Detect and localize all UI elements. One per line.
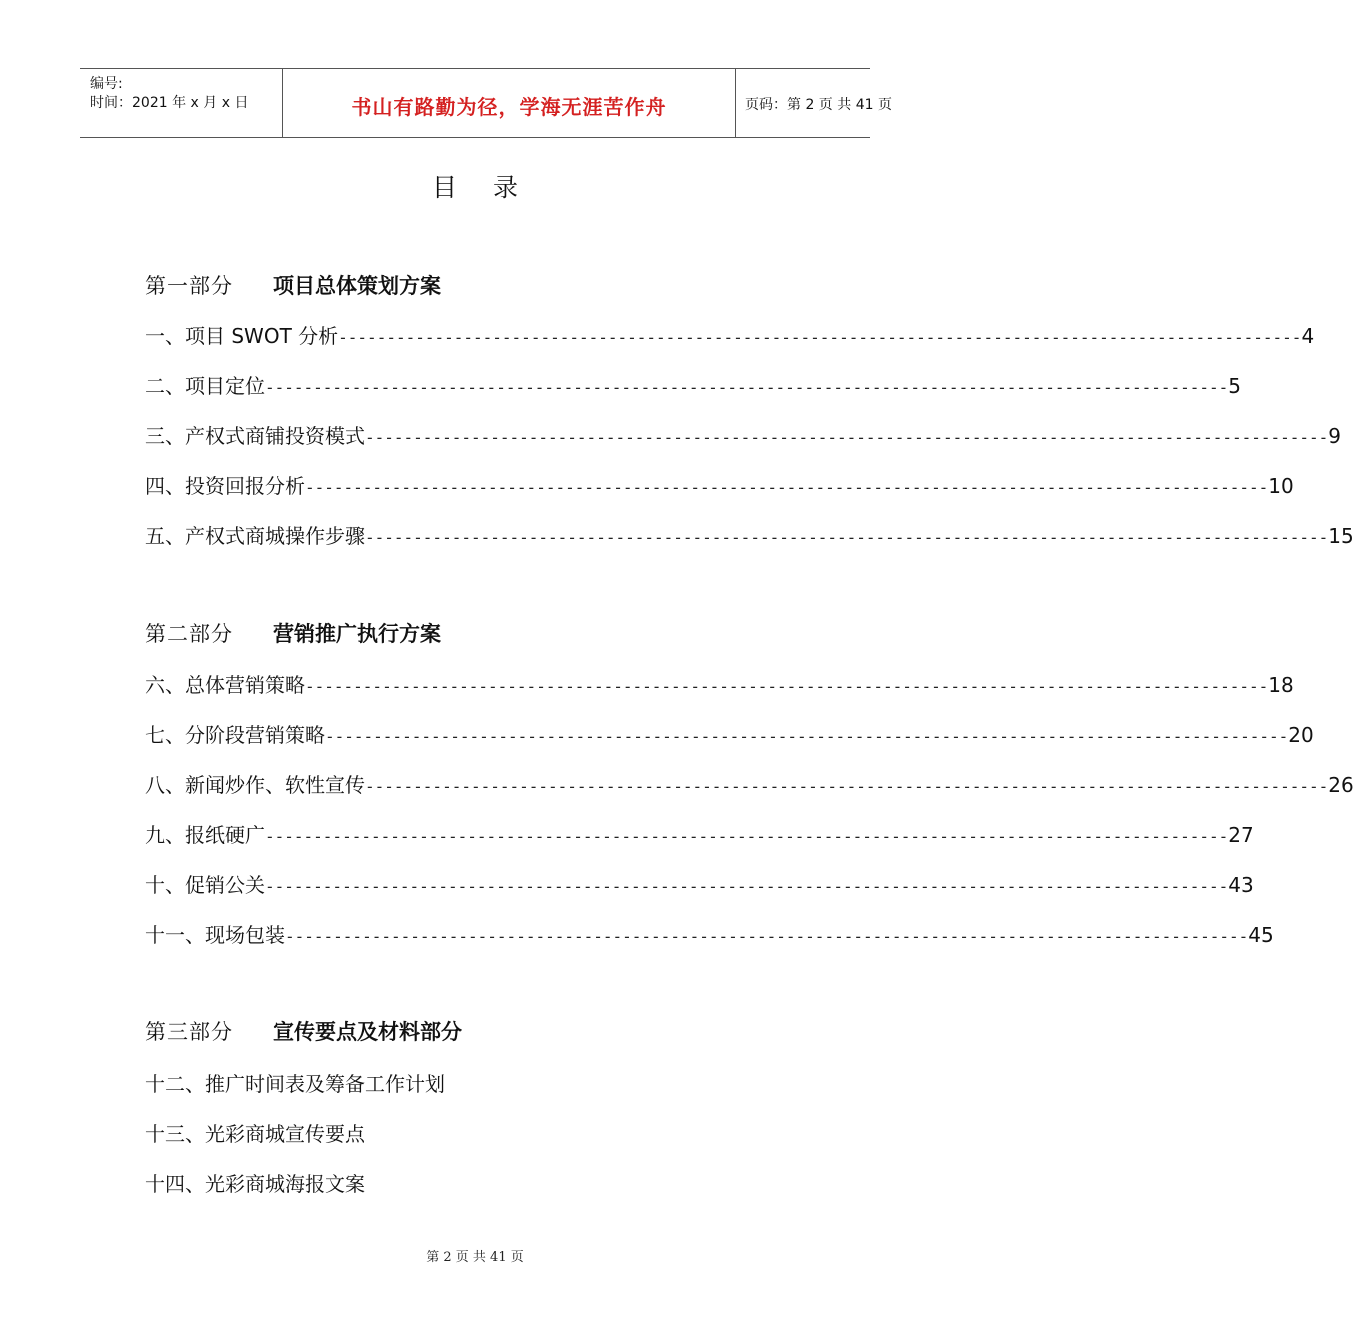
toc-entry-label: 八、新闻炒作、软性宣传	[145, 773, 365, 797]
toc-entry-label: 三、产权式商铺投资模式	[145, 424, 365, 448]
toc-entry-label[interactable]: 十三、光彩商城宣传要点	[145, 1122, 365, 1146]
toc-entry[interactable]	[145, 370, 1242, 398]
toc-entry-label: 七、分阶段营销策略	[145, 723, 325, 747]
toc-leader: ----------------------------------------------------------------------------------------------------	[365, 428, 1329, 447]
header-left-cell	[80, 69, 282, 137]
toc-entry-label: 十、促销公关	[145, 873, 265, 897]
toc-leader: ----------------------------------------------------------------------------------------------------	[305, 677, 1269, 696]
toc-entry[interactable]	[145, 420, 1342, 448]
toc-entry[interactable]	[145, 819, 1254, 847]
toc-entry-page: 27	[1228, 823, 1254, 847]
toc-entry-label[interactable]: 十二、推广时间表及筹备工作计划	[145, 1072, 445, 1096]
toc-leader: ----------------------------------------------------------------------------------------------------	[285, 927, 1249, 946]
toc-entry[interactable]	[145, 320, 1315, 348]
toc-leader: ----------------------------------------------------------------------------------------------------	[365, 777, 1329, 796]
motto: 书山有路勤为径，学海无涯苦作舟	[351, 95, 667, 119]
toc-entry-page: 5	[1228, 374, 1242, 398]
toc-leader: ----------------------------------------------------------------------------------------------------	[338, 328, 1302, 347]
header-table	[80, 68, 892, 138]
toc-entry[interactable]	[145, 869, 1254, 897]
section-number: 第二部分	[145, 622, 233, 646]
toc-entry-label: 九、报纸硬广	[145, 823, 265, 847]
toc-entry-page: 15	[1328, 524, 1354, 548]
toc-entry-page: 43	[1228, 873, 1254, 897]
time-label: 时间：2021 年 x 月 x 日	[90, 95, 249, 111]
page-code: 页码：第 2 页 共 41 页	[745, 97, 892, 113]
page-title: 目录	[431, 173, 554, 202]
toc-entry-page: 4	[1301, 324, 1315, 348]
toc-entry-page: 45	[1248, 923, 1274, 947]
section-heading	[145, 1016, 462, 1046]
toc-entry[interactable]	[145, 470, 1294, 498]
page-footer: 第 2 页 共 41 页	[426, 1250, 524, 1265]
toc-entry[interactable]	[145, 669, 1294, 697]
toc-leader: ----------------------------------------------------------------------------------------------------	[265, 877, 1229, 896]
toc-entry-page: 18	[1268, 673, 1294, 697]
toc-entry-page: 10	[1268, 474, 1294, 498]
toc-entry-label: 二、项目定位	[145, 374, 265, 398]
toc-entry-page: 20	[1288, 723, 1314, 747]
section-number: 第一部分	[145, 274, 233, 298]
section-number: 第三部分	[145, 1020, 233, 1044]
toc-entry-label: 四、投资回报分析	[145, 474, 305, 498]
header-center-cell	[282, 69, 736, 137]
toc-leader: ----------------------------------------------------------------------------------------------------	[305, 478, 1269, 497]
toc-leader: ----------------------------------------------------------------------------------------------------	[365, 528, 1329, 547]
section-name: 营销推广执行方案	[273, 622, 441, 646]
toc-entry-label: 十一、现场包装	[145, 923, 285, 947]
section-name: 宣传要点及材料部分	[273, 1020, 462, 1044]
number-label: 编号:	[90, 76, 123, 92]
toc-entry-label: 六、总体营销策略	[145, 673, 305, 697]
toc-leader: ----------------------------------------------------------------------------------------------------	[265, 378, 1229, 397]
toc-entry-label[interactable]: 十四、光彩商城海报文案	[145, 1172, 365, 1196]
toc-leader: ----------------------------------------------------------------------------------------------------	[265, 827, 1229, 846]
section-heading	[145, 270, 441, 300]
toc-entry-label: 五、产权式商城操作步骤	[145, 524, 365, 548]
section-name: 项目总体策划方案	[273, 274, 441, 298]
section-heading	[145, 618, 441, 648]
toc-entry[interactable]	[145, 520, 1354, 548]
toc-entry-page: 9	[1328, 424, 1342, 448]
toc-entry-label: 一、项目 SWOT 分析	[145, 324, 339, 348]
header-right-cell	[735, 69, 892, 137]
toc-entry[interactable]	[145, 919, 1274, 947]
toc-entry-page: 26	[1328, 773, 1354, 797]
toc-entry[interactable]	[145, 719, 1314, 747]
toc-leader: ----------------------------------------------------------------------------------------------------	[325, 727, 1289, 746]
toc-entry[interactable]	[145, 769, 1354, 797]
